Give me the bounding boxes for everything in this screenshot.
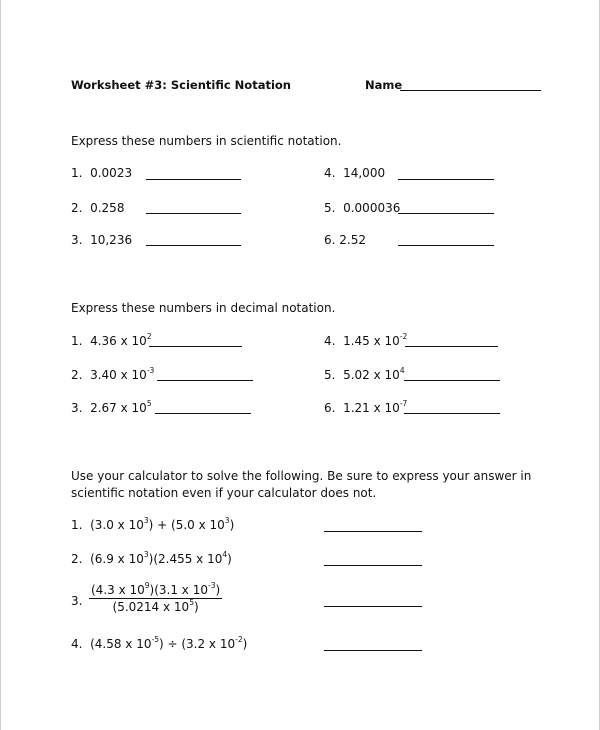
answer-blank[interactable]	[149, 335, 242, 347]
section3-question: 1. (3.0 x $10^3) + (5.0$ x $10^3$)	[71, 516, 235, 532]
section2-instruction: Express these numbers in decimal notation.	[71, 301, 336, 315]
worksheet-title: Worksheet #3: Scientific Notation	[71, 78, 291, 92]
section1-item: 3. 10,236	[71, 233, 133, 247]
answer-blank[interactable]	[146, 168, 241, 180]
section1-item: 1. 0.0023	[71, 166, 133, 180]
answer-blank[interactable]	[155, 402, 251, 414]
section3-question: 4. (4.58 x $10^{-5}) \div (3.2$ x $10^{-2}$)	[71, 635, 248, 651]
answer-blank[interactable]	[146, 234, 241, 246]
answer-blank[interactable]	[405, 335, 498, 347]
section1-item: 2. 0.258	[71, 201, 125, 215]
section3-instruction: scientific notation even if your calculator does not.	[71, 486, 377, 500]
fraction-denominator: (5.0214 x $10^5$)	[112, 598, 199, 614]
section1-item: 6. 2.52	[324, 233, 366, 247]
answer-blank[interactable]	[157, 369, 253, 381]
section2-item: 5. 5.02 x $10^4$	[324, 366, 405, 382]
answer-blank[interactable]	[398, 168, 494, 180]
answer-blank[interactable]	[404, 402, 500, 414]
section2-item: 3. 2.67 x $10^5$	[71, 399, 152, 415]
section1-item: 4. 14,000	[324, 166, 386, 180]
answer-blank[interactable]	[398, 234, 494, 246]
fraction-numerator: (4.3 x $10^9)(3.1$ x $10^{-3}$)	[91, 581, 221, 597]
answer-blank[interactable]	[404, 369, 500, 381]
answer-blank[interactable]	[324, 639, 422, 651]
section3-question: 2. (6.9 x $10^3)(2.455$ x $10^4$)	[71, 550, 232, 566]
question-number: 3.	[71, 594, 83, 608]
section2-item: 2. 3.40 x $10^{-3}$	[71, 366, 155, 382]
answer-blank[interactable]	[324, 520, 422, 532]
fraction	[89, 583, 222, 614]
name-blank[interactable]	[400, 79, 541, 91]
section2-item: 4. 1.45 x $10^{-2}$	[324, 332, 408, 348]
section3-instruction: Use your calculator to solve the following. Be sure to express your answer in	[71, 469, 532, 483]
section2-item: 6. 1.21 x $10^{-7}$	[324, 399, 408, 415]
answer-blank[interactable]	[324, 554, 422, 566]
section2-item: 1. 4.36 x $10^2$	[71, 332, 152, 348]
section1-instruction: Express these numbers in scientific notation.	[71, 134, 342, 148]
name-label: Name	[365, 78, 403, 92]
section1-item: 5. 0.000036	[324, 201, 401, 215]
answer-blank[interactable]	[324, 595, 422, 607]
answer-blank[interactable]	[146, 202, 241, 214]
answer-blank[interactable]	[398, 202, 494, 214]
